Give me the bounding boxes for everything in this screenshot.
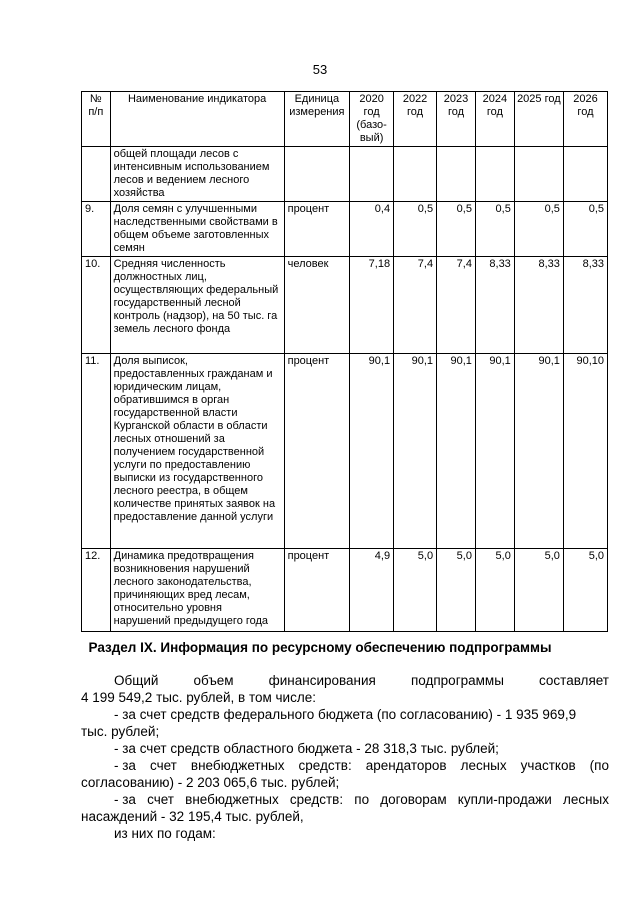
sales-line2: насаждений - 32 195,4 тыс. рублей, (81, 809, 304, 824)
indicators-table (81, 91, 608, 632)
header-2022: 2022 год (394, 92, 437, 147)
word: счет (149, 758, 177, 773)
word: Общий (114, 673, 159, 688)
row-value-2024: 0,5 (475, 202, 514, 257)
regional-line: - за счет средств областного бюджета - 28 318,3 тыс. рублей; (114, 741, 499, 756)
row-num: 11. (82, 354, 111, 549)
tenants-funding-item (81, 757, 609, 791)
row-name: общей площади лесов с интенсивным использованием лесов и ведением лесного хозяйства (110, 147, 284, 202)
word: участков (520, 758, 576, 773)
row-value-2022 (394, 147, 437, 202)
row-value-2022: 7,4 (394, 257, 437, 354)
word: финансирования (268, 673, 376, 688)
row-value-2023 (437, 147, 476, 202)
row-value-2024: 8,33 (475, 257, 514, 354)
word: лесных (562, 792, 609, 807)
row-unit: человек (284, 257, 349, 354)
word: лесных (460, 758, 507, 773)
row-value-2025: 90,1 (514, 354, 563, 549)
header-2020: 2020 год (базо-вый) (350, 92, 394, 147)
row-unit: процент (284, 202, 349, 257)
row-value-2026: 90,10 (563, 354, 607, 549)
row-value-2025: 0,5 (514, 202, 563, 257)
table-row (82, 549, 608, 632)
regional-budget-item (81, 740, 609, 757)
word: - за (114, 792, 136, 807)
row-value-2024: 5,0 (475, 549, 514, 632)
row-unit (284, 147, 349, 202)
row-value-2022: 5,0 (394, 549, 437, 632)
row-value-2026 (563, 147, 607, 202)
tenants-line2: согласованию) - 2 203 065,6 тыс. рублей; (81, 775, 340, 790)
funding-intro (81, 672, 609, 706)
word: (по (589, 758, 609, 773)
row-value-2022: 0,5 (394, 202, 437, 257)
word: средств: (289, 792, 344, 807)
row-unit: процент (284, 549, 349, 632)
row-value-2024: 90,1 (475, 354, 514, 549)
row-unit: процент (284, 354, 349, 549)
header-num: № п/п (82, 92, 111, 147)
row-num: 12. (82, 549, 111, 632)
page-number: 53 (312, 62, 328, 77)
row-num (82, 147, 111, 202)
by-years-label: из них по годам: (114, 826, 216, 841)
row-value-2020: 7,18 (350, 257, 394, 354)
funding-intro-line1 (81, 672, 609, 689)
header-2023: 2023 год (437, 92, 476, 147)
federal-budget-item (81, 706, 609, 740)
word: - за (114, 758, 136, 773)
federal-line1: - за счет средств федерального бюджета (по согласованию) - 1 935 969,9 (114, 707, 577, 722)
table-header-row (82, 92, 608, 147)
word: внебюджетных (190, 758, 285, 773)
word: внебюджетных (185, 792, 279, 807)
word: договорам (380, 792, 447, 807)
sales-line1 (81, 791, 609, 808)
row-name: Динамика предотвращения возникновения нарушений лесного законодательства, причиняющих вред лесам, относительно уровня нарушений предыдущего года (110, 549, 284, 632)
tenants-line1 (81, 757, 609, 774)
row-name: Доля выписок, предоставленных гражданам и юридическим лицам, обратившимся в орган государственной власти Курганской области в области лесных отношений за получением государственной услуги по предоставлению выписки из государственного лесного реестра, в общем количестве принятых заявок на предоставление данной услуги (110, 354, 284, 549)
row-value-2025 (514, 147, 563, 202)
row-value-2026: 0,5 (563, 202, 607, 257)
table-row (82, 257, 608, 354)
row-name: Доля семян с улучшенными наследственными свойствами в общем объеме заготовленных семян (110, 202, 284, 257)
header-unit: Единица измерения (284, 92, 349, 147)
word: средств: (298, 758, 352, 773)
word: подпрограммы (410, 673, 504, 688)
row-value-2025: 5,0 (514, 549, 563, 632)
federal-line2: тыс. рублей; (81, 724, 160, 739)
row-value-2024 (475, 147, 514, 202)
row-value-2023: 0,5 (437, 202, 476, 257)
row-num: 10. (82, 257, 111, 354)
row-value-2020: 90,1 (350, 354, 394, 549)
row-value-2023: 5,0 (437, 549, 476, 632)
by-years (81, 825, 609, 842)
row-value-2023: 90,1 (437, 354, 476, 549)
row-value-2022: 90,1 (394, 354, 437, 549)
row-value-2020: 0,4 (350, 202, 394, 257)
row-value-2026: 5,0 (563, 549, 607, 632)
sales-funding-item (81, 791, 609, 825)
row-value-2020 (350, 147, 394, 202)
word: купли-продажи (457, 792, 552, 807)
row-value-2026: 8,33 (563, 257, 607, 354)
table-row (82, 354, 608, 549)
row-name: Средняя численность должностных лиц, осуществляющих федеральный государственный лесной контроль (надзор), на 50 тыс. га земель лесного фонда (110, 257, 284, 354)
word: составляет (539, 673, 609, 688)
header-2026: 2026 год (563, 92, 607, 147)
header-name: Наименование индикатора (110, 92, 284, 147)
header-2024: 2024 год (475, 92, 514, 147)
table-row (82, 147, 608, 202)
row-num: 9. (82, 202, 111, 257)
row-value-2020: 4,9 (350, 549, 394, 632)
header-2025: 2025 год (514, 92, 563, 147)
row-value-2025: 8,33 (514, 257, 563, 354)
table-row (82, 202, 608, 257)
section-title: Раздел IX. Информация по ресурсному обеспечению подпрограммы (88, 640, 552, 655)
word: по (354, 792, 370, 807)
word: арендаторов (365, 758, 447, 773)
row-value-2023: 7,4 (437, 257, 476, 354)
funding-intro-line2: 4 199 549,2 тыс. рублей, в том числе: (81, 690, 316, 705)
word: счет (147, 792, 174, 807)
word: объем (193, 673, 234, 688)
